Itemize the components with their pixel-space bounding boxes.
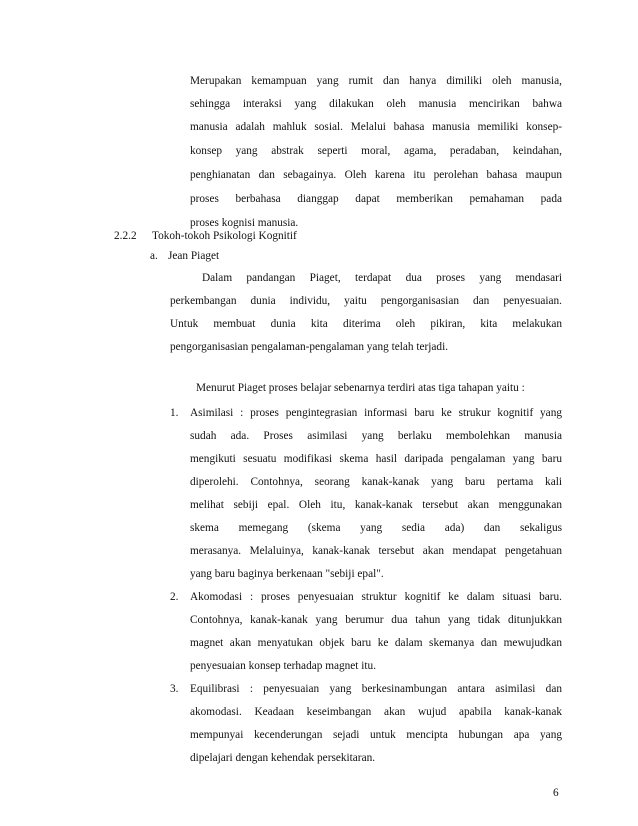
stage-3-line-1: Equilibrasi : penyesuaian yang berkesinambungan antara asimilasi dan bbox=[190, 683, 562, 695]
intro-line-1: Merupakan kemampuan yang rumit dan hanya dimiliki oleh manusia, bbox=[190, 75, 562, 87]
stage-1-line-1: Asimilasi : proses pengintegrasian informasi baru ke strukur kognitif yang bbox=[190, 407, 562, 419]
stage-2-line-4: penyesuaian konsep terhadap magnet itu. bbox=[190, 660, 377, 672]
stage-number: 2. bbox=[170, 591, 179, 603]
stage-2-line-2: Contohnya, kanak-kanak yang berumur dua tahun yang tidak ditunjukkan bbox=[190, 614, 562, 626]
piaget-line-1: Dalam pandangan Piaget, terdapat dua proses yang mendasari bbox=[202, 272, 562, 284]
stage-1-line-2: sudah ada. Proses asimilasi yang berlaku membolehkan manusia bbox=[190, 430, 562, 442]
stage-1-line-7: merasanya. Melaluinya, kanak-kanak tersebut akan mendapat pengetahuan bbox=[190, 545, 562, 557]
stage-number: 3. bbox=[170, 683, 179, 695]
stage-3-line-3: mempunyai kecenderungan sejadi untuk mencipta hubungan apa yang bbox=[190, 729, 562, 741]
stage-1-line-8: yang baru baginya berkenaan "sebiji epal". bbox=[190, 568, 384, 580]
intro-line-7: proses kognisi manusia. bbox=[190, 217, 299, 229]
stage-1-line-5: melihat sebiji epal. Oleh itu, kanak-kanak tersebut akan menggunakan bbox=[190, 499, 562, 511]
subsection-marker: a. bbox=[150, 250, 158, 262]
intro-line-2: sehingga interaksi yang dilakukan oleh manusia mencirikan bahwa bbox=[190, 98, 562, 110]
section-title: Tokoh-tokoh Psikologi Kognitif bbox=[152, 230, 297, 242]
stage-number: 1. bbox=[170, 407, 179, 419]
intro-line-5: penghianatan dan sebagainya. Oleh karena itu perolehan bahasa maupun bbox=[190, 169, 562, 181]
intro-line-4: konsep yang abstrak seperti moral, agama, peradaban, keindahan, bbox=[190, 145, 562, 157]
piaget-line-3: Untuk membuat dunia kita diterima oleh pikiran, kita melakukan bbox=[170, 318, 562, 330]
stage-2-line-3: magnet akan menyatukan objek baru ke dalam skemanya dan mewujudkan bbox=[190, 637, 562, 649]
subsection-title: Jean Piaget bbox=[168, 250, 220, 262]
stage-2-line-1: Akomodasi : proses penyesuaian struktur kognitif ke dalam situasi baru. bbox=[190, 591, 562, 603]
stage-3-line-4: dipelajari dengan kehendak persekitaran. bbox=[190, 752, 376, 764]
intro-line-3: manusia adalah mahluk sosial. Melalui bahasa manusia memiliki konsep- bbox=[190, 121, 562, 133]
stage-1-line-3: mengikuti sesuatu modifikasi skema hasil daripada pengalaman yang baru bbox=[190, 453, 562, 465]
stage-1-line-4: diperolehi. Contohnya, seorang kanak-kanak yang baru pertama kali bbox=[190, 476, 562, 488]
stage-1-line-6: skema memegang (skema yang sedia ada) dan sekaligus bbox=[190, 522, 562, 534]
piaget-line-4: pengorganisasian pengalaman-pengalaman yang telah terjadi. bbox=[170, 341, 449, 353]
stages-intro: Menurut Piaget proses belajar sebenarnya terdiri atas tiga tahapan yaitu : bbox=[196, 382, 525, 394]
intro-line-6: proses berbahasa dianggap dapat memberikan pemahaman pada bbox=[190, 193, 562, 205]
piaget-line-2: perkembangan dunia individu, yaitu pengorganisasian dan penyesuaian. bbox=[170, 295, 562, 307]
page-number: 6 bbox=[553, 787, 559, 799]
stage-3-line-2: akomodasi. Keadaan keseimbangan akan wujud apabila kanak-kanak bbox=[190, 706, 562, 718]
section-number: 2.2.2 bbox=[114, 230, 137, 242]
